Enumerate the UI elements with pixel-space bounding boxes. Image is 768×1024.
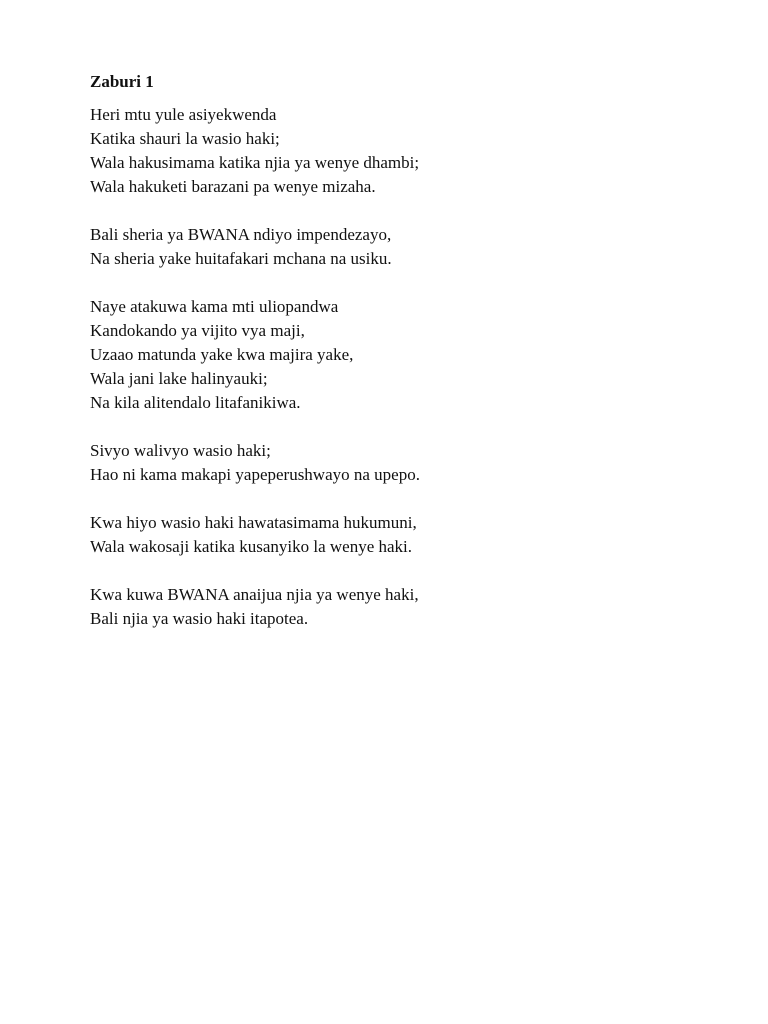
- verse-line: Kwa hiyo wasio haki hawatasimama hukumuni,: [90, 513, 417, 532]
- document-page: [90, 70, 710, 655]
- verse-line: Uzaao matunda yake kwa majira yake,: [90, 345, 354, 364]
- verse-line: Kandokando ya vijito vya maji,: [90, 321, 305, 340]
- verse-line: Wala hakusimama katika njia ya wenye dhambi;: [90, 153, 420, 172]
- stanza-3: [90, 295, 710, 415]
- verse-line: Katika shauri la wasio haki;: [90, 129, 280, 148]
- verse-line: Wala hakuketi barazani pa wenye mizaha.: [90, 177, 376, 196]
- stanza-6: [90, 583, 710, 631]
- verse-line: Naye atakuwa kama mti uliopandwa: [90, 297, 339, 316]
- document-title: Zaburi 1: [90, 72, 154, 91]
- verse-line: Wala wakosaji katika kusanyiko la wenye haki.: [90, 537, 413, 556]
- verse-line: Sivyo walivyo wasio haki;: [90, 441, 271, 460]
- stanza-1: [90, 103, 710, 199]
- verse-line: Wala jani lake halinyauki;: [90, 369, 268, 388]
- stanza-4: [90, 439, 710, 487]
- verse-line: Bali sheria ya BWANA ndiyo impendezayo,: [90, 225, 392, 244]
- verse-line: Na kila alitendalo litafanikiwa.: [90, 393, 301, 412]
- stanza-2: [90, 223, 710, 271]
- verse-line: Heri mtu yule asiyekwenda: [90, 105, 277, 124]
- verse-line: Hao ni kama makapi yapeperushwayo na upepo.: [90, 465, 420, 484]
- verse-line: Bali njia ya wasio haki itapotea.: [90, 609, 309, 628]
- verse-line: Kwa kuwa BWANA anaijua njia ya wenye haki,: [90, 585, 419, 604]
- verse-line: Na sheria yake huitafakari mchana na usiku.: [90, 249, 392, 268]
- stanza-5: [90, 511, 710, 559]
